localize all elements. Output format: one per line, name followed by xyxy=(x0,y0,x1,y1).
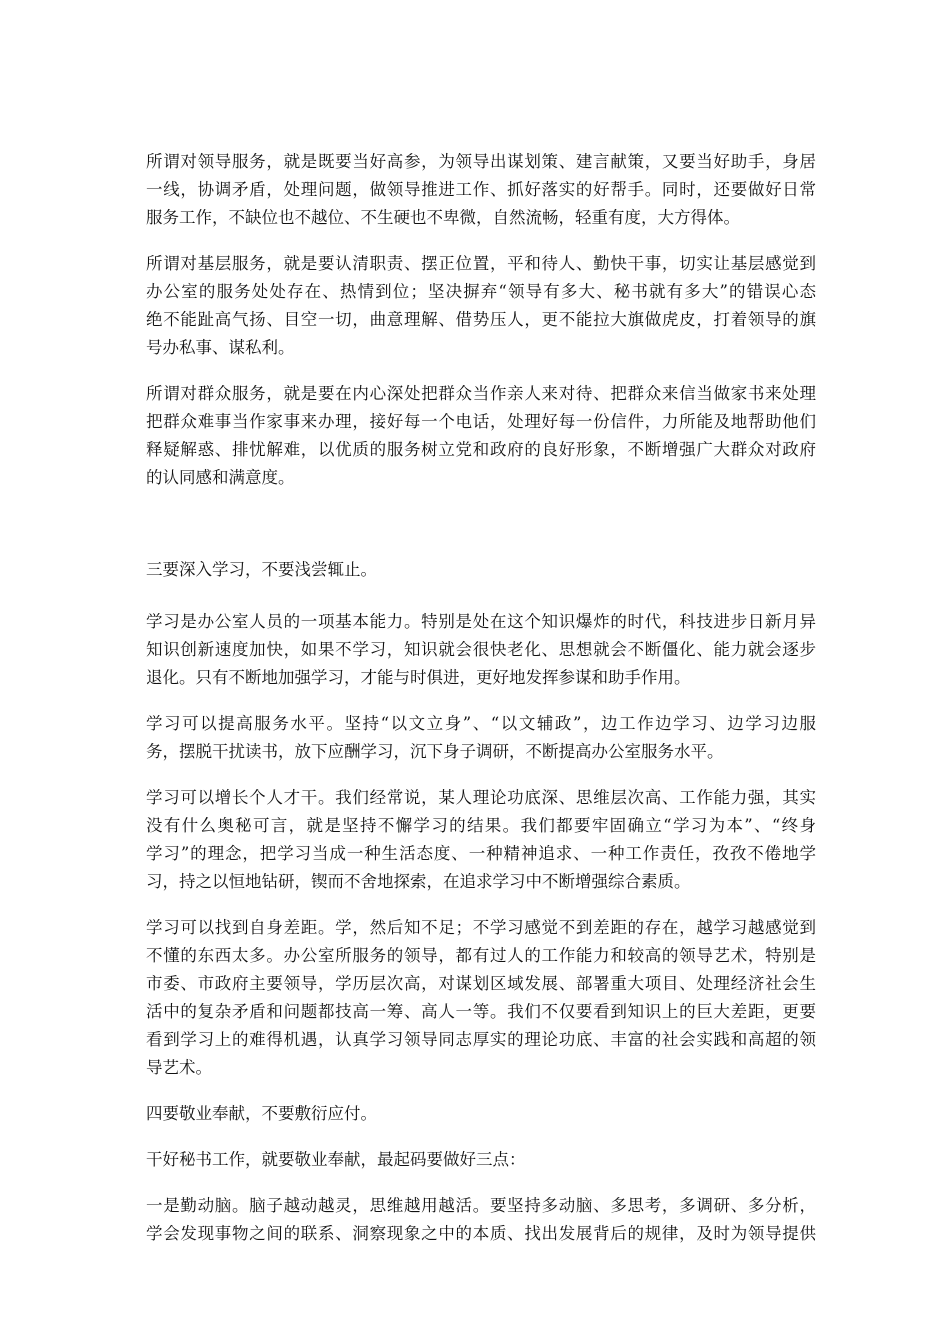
paragraph-6-line-1: 学习可以提高服务水平。坚持“以文立身”、“以文辅政”，边工作边学习、边学习边服 xyxy=(146,714,816,733)
paragraph-8-line-5: 看到学习上的难得机遇，认真学习领导同志厚实的理论功底、丰富的社会实践和高超的领 xyxy=(146,1030,816,1049)
paragraph-3-line-2: 把群众难事当作家事来办理，接好每一个电话，处理好每一份信件，力所能及地帮助他们 xyxy=(146,412,816,431)
paragraph-7-line-4: 习，持之以恒地钻研，锲而不舍地探索，在追求学习中不断增强综合素质。 xyxy=(146,872,691,891)
paragraph-3-line-1: 所谓对群众服务，就是要在内心深处把群众当作亲人来对待、把群众来信当做家书来处理 xyxy=(146,384,816,403)
section-heading-3: 三要深入学习，不要浅尝辄止。 xyxy=(146,560,377,579)
paragraph-10-line-1: 干好秘书工作，就要敬业奉献，最起码要做好三点： xyxy=(146,1150,526,1169)
paragraph-1-line-1: 所谓对领导服务，就是既要当好高参，为领导出谋划策、建言献策，又要当好助手，身居 xyxy=(146,152,816,171)
paragraph-5-line-3: 退化。只有不断地加强学习，才能与时俱进，更好地发挥参谋和助手作用。 xyxy=(146,668,691,687)
paragraph-5-line-1: 学习是办公室人员的一项基本能力。特别是处在这个知识爆炸的时代，科技进步日新月异 xyxy=(146,612,816,631)
paragraph-8-line-4: 活中的复杂矛盾和问题都技高一筹、高人一等。我们不仅要看到知识上的巨大差距，更要 xyxy=(146,1002,816,1021)
paragraph-11-line-1: 一是勤动脑。脑子越动越灵，思维越用越活。要坚持多动脑、多思考，多调研、多分析， xyxy=(146,1196,816,1215)
section-heading-4: 四要敬业奉献，不要敷衍应付。 xyxy=(146,1104,377,1123)
paragraph-8-line-1: 学习可以找到自身差距。学，然后知不足；不学习感觉不到差距的存在，越学习越感觉到 xyxy=(146,918,816,937)
paragraph-3-line-4: 的认同感和满意度。 xyxy=(146,468,295,487)
paragraph-1-line-2: 一线，协调矛盾，处理问题，做领导推进工作、抓好落实的好帮手。同时，还要做好日常 xyxy=(146,180,816,199)
paragraph-2-line-3: 绝不能趾高气扬、目空一切，曲意理解、借势压人，更不能拉大旗做虎皮，打着领导的旗 xyxy=(146,310,816,329)
paragraph-2-line-2: 办公室的服务处处存在、热情到位；坚决摒弃“领导有多大、秘书就有多大”的错误心态 xyxy=(146,282,816,301)
paragraph-5-line-2: 知识创新速度加快，如果不学习，知识就会很快老化、思想就会不断僵化、能力就会逐步 xyxy=(146,640,816,659)
paragraph-8-line-3: 市委、市政府主要领导，学历层次高，对谋划区域发展、部署重大项目、处理经济社会生 xyxy=(146,974,816,993)
paragraph-11-line-2: 学会发现事物之间的联系、洞察现象之中的本质、找出发展背后的规律，及时为领导提供 xyxy=(146,1224,816,1243)
paragraph-2-line-1: 所谓对基层服务，就是要认清职责、摆正位置，平和待人、勤快干事，切实让基层感觉到 xyxy=(146,254,816,273)
paragraph-6-line-2: 务，摆脱干扰读书，放下应酬学习，沉下身子调研，不断提高办公室服务水平。 xyxy=(146,742,724,761)
paragraph-3-line-3: 释疑解惑、排忧解难，以优质的服务树立党和政府的良好形象，不断增强广大群众对政府 xyxy=(146,440,816,459)
paragraph-8-line-2: 不懂的东西太多。办公室所服务的领导，都有过人的工作能力和较高的领导艺术，特别是 xyxy=(146,946,816,965)
paragraph-8-line-6: 导艺术。 xyxy=(146,1058,212,1077)
paragraph-1-line-3: 服务工作，不缺位也不越位、不生硬也不卑微，自然流畅，轻重有度，大方得体。 xyxy=(146,208,740,227)
paragraph-2-line-4: 号办私事、谋私利。 xyxy=(146,338,295,357)
paragraph-7-line-1: 学习可以增长个人才干。我们经常说，某人理论功底深、思维层次高、工作能力强，其实 xyxy=(146,788,816,807)
paragraph-7-line-3: 学习”的理念，把学习当成一种生活态度、一种精神追求、一种工作责任，孜孜不倦地学 xyxy=(146,844,816,863)
paragraph-7-line-2: 没有什么奥秘可言，就是坚持不懈学习的结果。我们都要牢固确立“学习为本”、“终身 xyxy=(146,816,816,835)
